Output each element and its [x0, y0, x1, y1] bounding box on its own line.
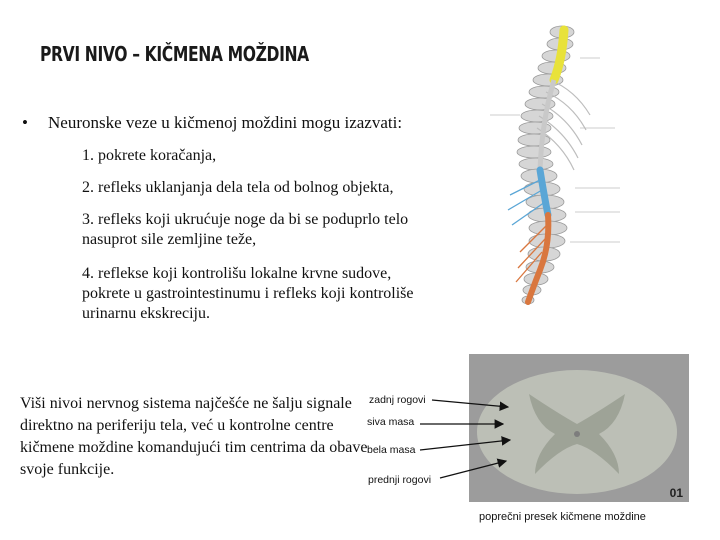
label-prednji-rogovi: prednji rogovi	[368, 474, 432, 486]
spinal-cord-cross-section-image	[469, 354, 689, 502]
image-caption: poprečni presek kičmene moždine	[479, 511, 646, 523]
label-siva-masa: siva masa	[367, 416, 415, 428]
label-zadnji-rogovi: zadnj rogovi	[369, 394, 426, 406]
slide-title: PRVI NIVO – KIČMENA MOŽDINA	[40, 42, 309, 66]
list-item-2: 2. refleks uklanjanja dela tela od bolnog objekta,	[82, 179, 394, 196]
list-item-4: 4. reflekse koji kontrolišu lokalne krvne sudove, pokrete u gastrointestinumu i refleks koji kontroliše urinarnu ekskreciju.	[82, 265, 414, 322]
spinal-column-illustration	[470, 20, 685, 320]
label-bela-masa: bela masa	[367, 444, 416, 456]
cross-section-drawing	[469, 354, 689, 502]
bullet-dot: •	[22, 113, 28, 132]
list-item-3: 3. refleks koji ukrućuje noge da bi se poduprlo telo nasuprot sile zemljine teže,	[82, 211, 409, 248]
list-item-1: 1. pokrete koračanja,	[82, 147, 217, 164]
bullet-text: Neuronske veze u kičmenoj moždini mogu izazvati:	[48, 113, 403, 132]
lower-paragraph: Viši nivoi nervnog sistema najčešće ne šalju signale direktno na periferiju tela, već u kontrolne centre kičmene moždine komandujući tim centrima da obave svoje funkcije.	[20, 395, 368, 478]
section-number: 01	[669, 486, 683, 500]
